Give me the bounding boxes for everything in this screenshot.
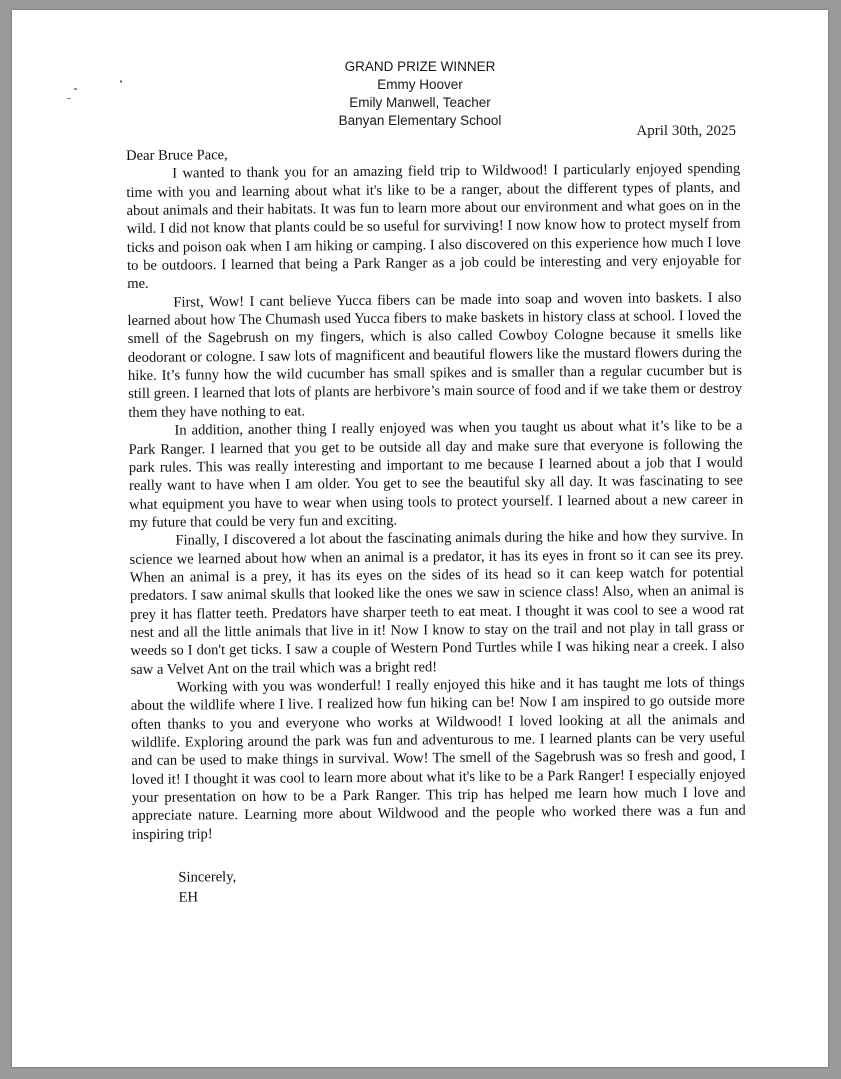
paragraph-conclusion: Working with you was wonderful! I really enjoyed this hike and it has taught me lots of things about the wildlife where I live. I realized how fun hiking can be! Now I am inspired to go outside more often thanks to you and everyone who works at Wildwood! I loved looking at all the animals and wildlife. Exploring around the park was fun and adventurous to me. I learned plants can be very useful and can be used to make things in survival. Wow! The smell of the Sagebrush was so fresh and good, I loved it! I thought it was cool to learn more about what it's like to be a Park Ranger! I especially enjoyed your presentation on how to be a Park Ranger. This trip has helped me learn how much I love and appreciate nature. Learning more about Wildwood and the people who worked there was a fun and inspiring trip! [130, 674, 746, 843]
letter-header [12, 58, 828, 132]
salutation: Dear Bruce Pace, [126, 147, 228, 164]
award-title: GRAND PRIZE WINNER [344, 59, 496, 74]
closing: Sincerely, [178, 869, 237, 886]
paragraph-animals: Finally, I discovered a lot about the fascinating animals during the hike and how they survive. In science we learned about how when an animal is a predator, it has its eyes in front so it can see its prey. When an animal is a prey, it has its eyes on the sides of its head so it can keep watch for potential predators. I saw animal skulls that looked like the ones we saw in science class! Also, when an animal is prey it has flatter teeth. Predators have sharper teeth to eat meat. I thought it was cool to see a wood rat nest and all the little animals that live in it! Now I know to stay on the trail and not play in tall grass or weeds so I don't get ticks. I saw a couple of Western Pond Turtles while I was hiking near a creek. I also saw a Velvet Ant on the trail which was a bright red! [129, 527, 745, 678]
teacher-name: Emily Manwell, Teacher [349, 95, 491, 110]
paragraph-intro: I wanted to thank you for an amazing field trip to Wildwood! I particularly enjoyed spending time with you and learning about what it's like to be a ranger, about the different types of plants, and about animals and their habitats. It was fun to learn more about our environment and what goes on in the wild. I did not know that plants could be so useful for surviving! I now know how to protect myself from ticks and poison oak when I am hiking or camping. I also discovered on this experience how much I love to be outdoors. I learned that being a Park Ranger as a job could be interesting and very enjoyable for me. [126, 160, 742, 293]
letter-page [12, 10, 828, 1067]
signature: EH [178, 889, 199, 906]
closing-block [178, 863, 746, 908]
school-name: Banyan Elementary School [338, 112, 502, 128]
paragraph-plants: First, Wow! I cant believe Yucca fibers can be made into soap and woven into baskets. I also learned about how The Chumash used Yucca fibers to make baskets in history class at school. I loved the smell of the Sagebrush on my fingers, which is also called Cowboy Cologne because it smells like deodorant or cologne. I saw lots of magnificent and beautiful flowers like the mustard flowers during the hike. It’s funny how the wild cucumber has small spikes and is smaller than a regular cucumber but is still green. I learned that lots of plants are herbivore’s main source of food and if we take them or destroy them they have nothing to eat. [127, 289, 743, 421]
letter-body [126, 142, 747, 908]
letter-date: April 30th, 2025 [636, 123, 736, 139]
student-name: Emmy Hoover [377, 76, 463, 92]
paragraph-ranger: In addition, another thing I really enjoyed was when you taught us about what it’s like to be a Park Ranger. I learned that you get to be outside all day and make sure that everyone is following the park rules. This was really interesting and important to me because I learned about a job that I would really want to have when I am older. You get to see the beautiful sky all day. It was fascinating to see what equipment you have to wear when using tools to protect yourself. I learned about a new career in my future that could be very fun and exciting. [128, 417, 744, 531]
